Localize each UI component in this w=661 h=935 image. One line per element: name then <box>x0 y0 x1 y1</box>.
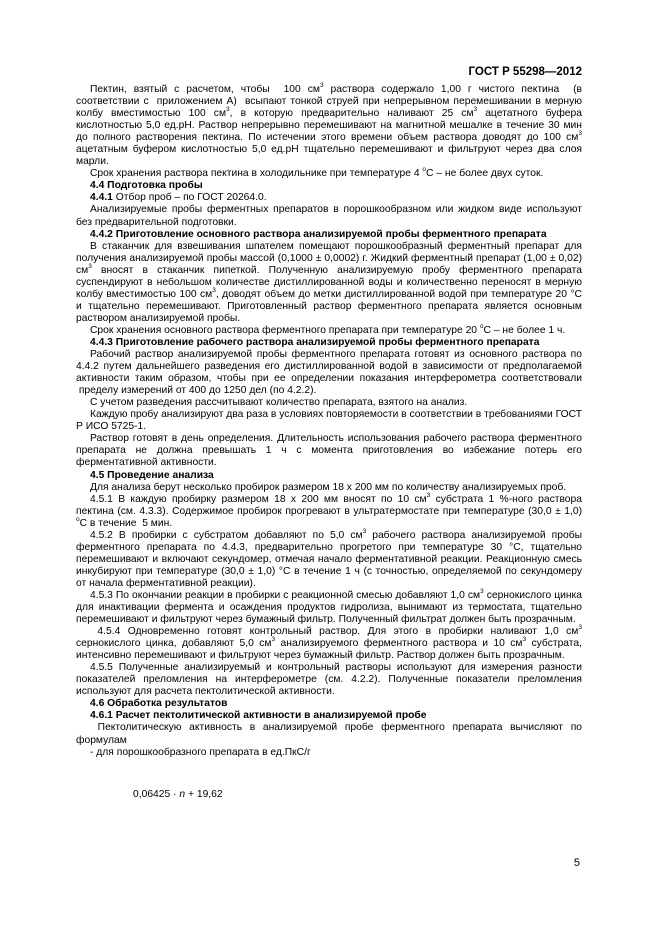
section-heading: 4.4.2 Приготовление основного раствора анализируемой пробы ферментного препарата <box>90 228 547 240</box>
paragraph: 4.5.4 Одновременно готовят контрольный раствор. Для этого в пробирки наливают 1,0 $см^3$ сернокислого цинка, добавляют 5,0 $см^3$ анализируемого ферментного раствора и 10 $см^3$ субстрата, интенсивно перемешивают и фильтруют через бумажный фильтр. Раствор должен быть прозрачным. <box>76 624 582 662</box>
paragraph: 4.4.1 Отбор проб – по ГОСТ 20264.0. <box>90 192 267 204</box>
paragraph: 4.5.1 В каждую пробирку размером 18 х 200 мм вносят по 10 $см^3$ субстрата 1 %-ного раствора пектина (см. 4.3.3). Содержимое пробирок прогревают в ультратермостате при температуре (30,0 ± 1,0) $^о$С в течение 5 мин. <box>76 491 582 529</box>
paragraph: Рабочий раствор анализируемой пробы ферментного препарата готовят из основного раствора по 4.4.2 путем дальнейшего разведения его дистиллированной водой в зависимости от предполагаемой активности таким образом, чтобы при ее определении показания интерферометра соответствовали пределу измерений от 400 до 1250 дел (по 4.2.2). <box>76 349 582 397</box>
paragraph: - для порошкообразного препарата в ед.ПкС/г <box>90 746 311 758</box>
paragraph: Пектолитическую активность в анализируемой пробе ферментного препарата вычисляют по формулам <box>76 722 582 746</box>
paragraph: 4.5.2 В пробирки с субстратом добавляют по 5,0 $см^3$ рабочего раствора анализируемой пробы ферментного препарата по 4.4.3, предварительно прогретого при температуре 30 °С, тщательно перемешивают и включают секундомер, отмечая начало ферментативной реакции. Реакционную смесь инкубируют при температуре (30,0 ± 1,0) °С в течение 1 ч (с точностью, определяемой по секундомеру от начала ферментативной реакции). <box>76 527 583 589</box>
section-heading: 4.4.3 Приготовление рабочего раствора анализируемой пробы ферментного препарата <box>90 336 540 348</box>
document-body <box>76 84 582 801</box>
paragraph: Каждую пробу анализируют два раза в условиях повторяемости в соответствии в требованиями ГОСТ Р ИСО 5725-1. <box>76 409 582 433</box>
section-heading: 4.4 Подготовка пробы <box>90 180 203 192</box>
paragraph: 4.5.5 Полученные анализируемый и контрольный растворы используют для измерения разности показателей преломления на интерферометре (см. 4.2.2). Полученные показатели преломления используют для расчета пектолитической активности. <box>76 662 582 698</box>
paragraph: Срок хранения основного раствора ферментного препарата при температуре 20 $^о$С – не более 1 ч. <box>90 322 566 336</box>
paragraph: 4.5.3 По окончании реакции в пробирки с реакционной смесью добавляют 1,0 $см^3$ сернокислого цинка для инактивации фермента и осаждения продуктов гидролиза, вынимают из термостата, тщательно перемешивают и фильтруют через бумажный фильтр. Полученный фильтрат должен быть прозрачным. <box>76 587 582 626</box>
paragraph: Анализируемые пробы ферментных препаратов в порошкообразном или жидком виде используют без предварительной подготовки. <box>76 204 582 228</box>
document-header: ГОСТ Р 55298—2012 <box>468 66 582 78</box>
formula: 0,06425 · n + 19,62 <box>133 788 223 800</box>
paragraph: В стаканчик для взвешивания шпателем помещают порошкообразный ферментный препарат для получения анализируемой пробы массой (0,1000 ± 0,0002) г. Жидкий ферментный препарат (1,00 ± 0,02) $см^3$ вносят в стаканчик пипеткой. Полученную анализируемую пробу ферментного препарата суспендируют в небольшом количестве дистиллированной воды и количественно переносят в мерную колбу вместимостью 100 $см^3$, доводят объем до метки дистиллированной водой при температуре 20 °С и тщательно перемешивают. Приготовленный раствор ферментного препарата является основным раствором анализируемой пробы. <box>76 240 582 324</box>
section-heading: 4.5 Проведение анализа <box>90 469 214 481</box>
paragraph: Раствор готовят в день определения. Длительность использования рабочего раствора ферментного препарата не должна превышать 1 ч с момента приготовления во избежание потерь его ферментативной активности. <box>76 433 582 469</box>
paragraph: Срок хранения раствора пектина в холодильнике при температуре 4 $^о$С – не более двух суток. <box>90 166 544 180</box>
page-number: 5 <box>573 857 580 869</box>
section-heading: 4.6 Обработка результатов <box>90 698 228 710</box>
paragraph: С учетом разведения рассчитывают количество препарата, взятого на анализ. <box>90 397 468 409</box>
section-heading: 4.6.1 Расчет пектолитической активности в анализируемой пробе <box>90 710 427 722</box>
paragraph: Пектин, взятый с расчетом, чтобы 100 $см^3$ раствора содержало 1,00 г чистого пектина (в соответствии с приложением А) всыпают тонкой струей при непрерывном перемешивании в мерную колбу вместимостью 100 $см^3$, в которую предварительно наливают 25 $см^3$ ацетатного буфера кислотностью 5,0 ед.рН. Раствор непрерывно перемешивают на магнитной мешалке в течение 30 мин до полного растворения пектина. По истечении этого времени объем раствора доводят до 100 $см^3$ ацетатным буфером кислотностью 5,0 ед.рН тщательно перемешивают и фильтруют через два слоя марли. <box>76 82 582 168</box>
paragraph: Для анализа берут несколько пробирок размером 18 х 200 мм по количеству анализируемых проб. <box>90 481 567 493</box>
